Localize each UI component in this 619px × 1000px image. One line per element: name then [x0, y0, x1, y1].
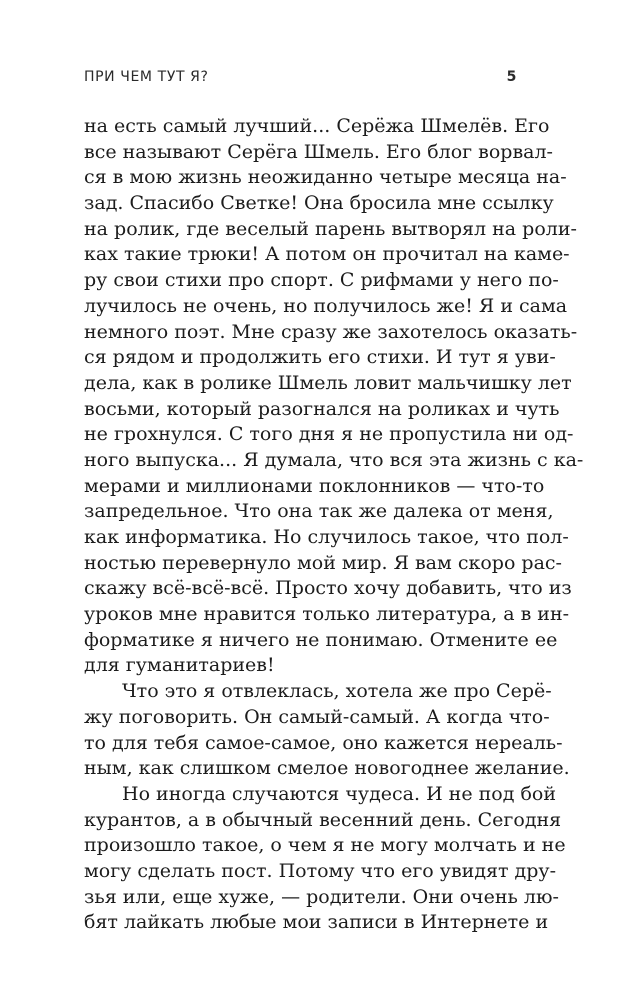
text-line: курантов, а в обычный весенний день. Сегодня [84, 808, 562, 831]
text-line: ного выпуска... Я думала, что вся эта жизнь с ка- [84, 448, 584, 471]
paragraph-1 [84, 114, 584, 679]
text-line: на есть самый лучший... Серёжа Шмелёв. Его [84, 115, 550, 137]
paragraph-2 [84, 679, 570, 782]
body-text [84, 114, 584, 936]
text-line: для гуманитариев! [84, 654, 275, 677]
text-line: ках такие трюки! А потом он прочитал на каме- [84, 243, 570, 266]
text-line: все называют Серёга Шмель. Его блог ворвал- [84, 140, 553, 163]
text-line: форматике я ничего не понимаю. Отмените ее [84, 628, 558, 651]
text-line: не грохнулся. С того дня я не пропустила ни од- [84, 423, 574, 446]
text-line: Но иногда случаются чудеса. И не под бой [122, 782, 557, 805]
text-line: произошло такое, о чем я не могу молчать и не [84, 834, 566, 857]
text-line: могу сделать пост. Потому что его увидят дру- [84, 859, 557, 882]
text-line: зад. Спасибо Светке! Она бросила мне ссылку [84, 192, 554, 215]
page-number: 5 [506, 69, 517, 85]
text-line: Что это я отвлеклась, хотела же про Серё- [122, 680, 552, 703]
running-title: ПРИ ЧЕМ ТУТ Я? [84, 69, 209, 85]
text-line: немного поэт. Мне сразу же захотелось оказать- [84, 320, 578, 343]
text-line: ру свои стихи про спорт. С рифмами у него по- [84, 269, 559, 292]
text-line: восьми, который разогнался на роликах и чуть [84, 397, 560, 420]
text-line: зья или, еще хуже, — родители. Они очень лю- [84, 885, 559, 908]
text-line: как информатика. Но случилось такое, что пол- [84, 526, 569, 548]
text-line: ным, как слишком смелое новогоднее желание. [84, 757, 570, 780]
text-line: ся рядом и продолжить его стихи. И тут я уви- [84, 346, 556, 369]
text-line: лучилось не очень, но получилось же! Я и сама [84, 294, 568, 317]
text-line: на ролик, где веселый парень вытворял на роли- [84, 217, 577, 240]
text-line: скажу всё-всё-всё. Просто хочу добавить, что из [84, 577, 572, 600]
text-line: запредельное. Что она так же далека от меня, [84, 500, 554, 523]
text-line: дела, как в ролике Шмель ловит мальчишку лет [84, 371, 572, 394]
text-line: то для тебя самое-самое, оно кажется нереаль- [84, 731, 563, 754]
text-line: ся в мою жизнь неожиданно четыре месяца на- [84, 166, 567, 189]
paragraph-3 [84, 782, 566, 936]
text-line: уроков мне нравится только литература, а в ин- [84, 603, 570, 626]
text-line: бят лайкать любые мои записи в Интернете и [84, 911, 549, 934]
text-line: мерами и миллионами поклонников — что-то [84, 474, 545, 497]
running-head [84, 69, 517, 89]
text-line: жу поговорить. Он самый-самый. А когда что- [84, 705, 550, 728]
text-line: ностью перевернуло мой мир. Я вам скоро рас- [84, 551, 562, 574]
